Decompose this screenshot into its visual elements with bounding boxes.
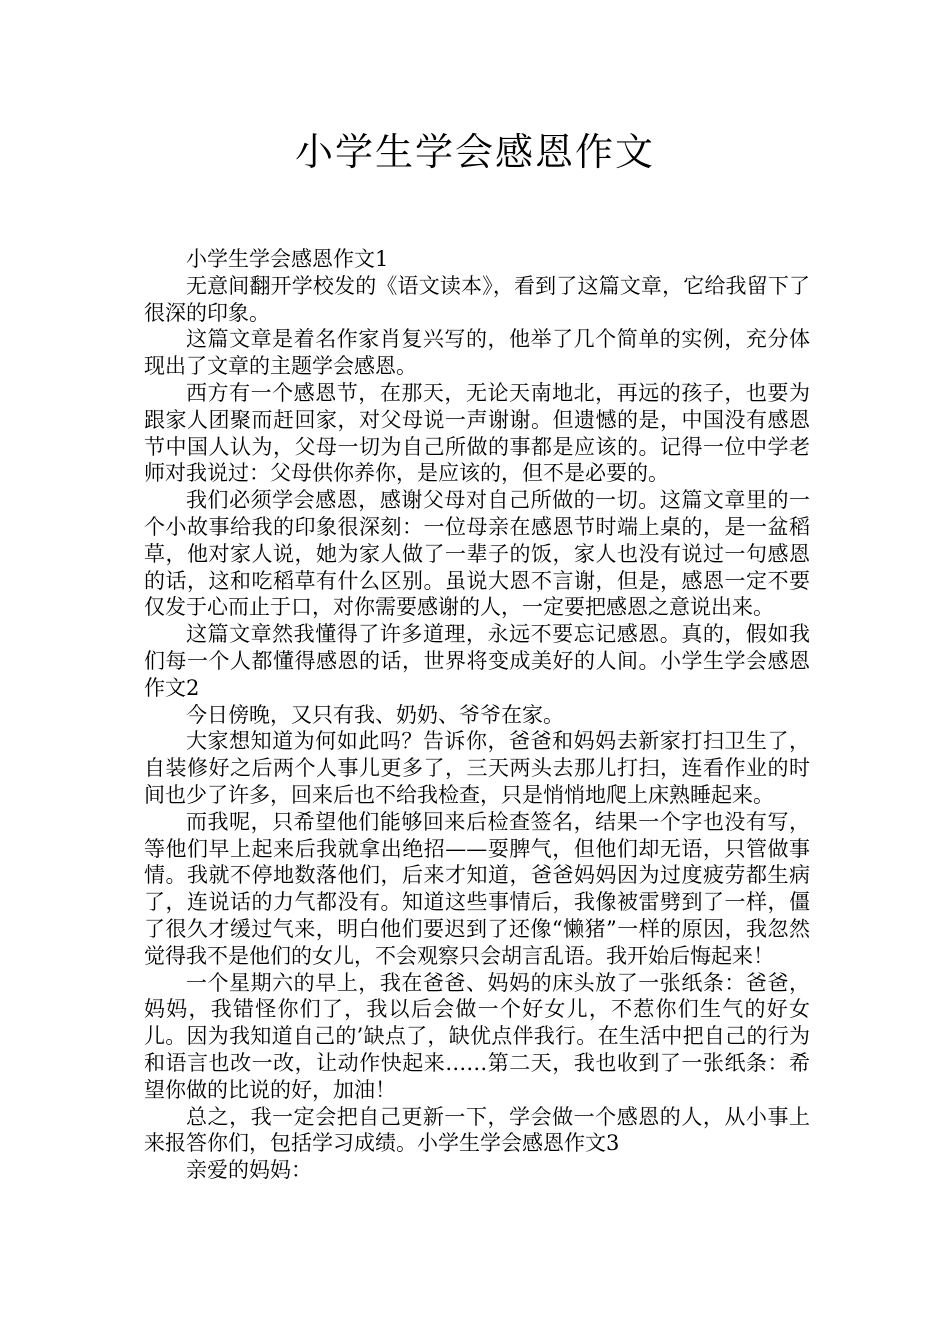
paragraph: 我们必须学会感恩，感谢父母对自己所做的一切。这篇文章里的一个小故事给我的印象很深刻：一位母亲在感恩节时端上桌的，是一盆稻草，他对家人说，她为家人做了一辈子的饭，家人也没有说过一句感恩的话，这和吃稻草有什么区别。虽说大恩不言谢，但是，感恩一定不要仅发于心而止于口，对你需要感谢的人，一定要把感恩之意说出来。 [144,488,810,620]
document-body [144,246,810,1184]
paragraph: 西方有一个感恩节，在那天，无论天南地北，再远的孩子，也要为跟家人团聚而赶回家，对父母说一声谢谢。但遗憾的是，中国没有感恩节中国人认为，父母一切为自己所做的事都是应该的。记得一位中学老师对我说过：父母供你养你，是应该的，但不是必要的。 [144,380,810,486]
paragraph: 这篇文章然我懂得了许多道理，永远不要忘记感恩。真的，假如我们每一个人都懂得感恩的话，世界将变成美好的人间。小学生学会感恩作文2 [144,622,810,700]
paragraph: 小学生学会感恩作文1 [186,247,389,271]
paragraph: 亲爱的妈妈： [186,1158,312,1183]
paragraph: 而我呢，只希望他们能够回来后检查签名，结果一个字也没有写，等他们早上起来后我就拿出绝招——耍脾气，但他们却无语，只管做事情。我就不停地数落他们，后来才知道，爸爸妈妈因为过度疲劳都生病了，连说话的力气都没有。知道这些事情后，我像被雷劈到了一样，僵了很久才缓过气来，明白他们要迟到了还像“懒猪”一样的原因，我忽然觉得我不是他们的女儿，不会观察只会胡言乱语。我开始后悔起来！ [144,809,810,968]
paragraph: 大家想知道为何如此吗？告诉你，爸爸和妈妈去新家打扫卫生了，自装修好之后两个人事儿更多了，三天两头去那儿打扫，连看作业的时间也少了许多，回来后也不给我检查，只是悄悄地爬上床熟睡起来。 [144,729,810,807]
paragraph: 今日傍晚，又只有我、奶奶、爷爷在家。 [186,702,564,727]
paragraph: 总之，我一定会把自己更新一下，学会做一个感恩的人，从小事上来报答你们，包括学习成绩。小学生学会感恩作文3 [144,1104,810,1156]
document-title: 小学生学会感恩作文 [294,130,655,174]
paragraph: 一个星期六的早上，我在爸爸、妈妈的床头放了一张纸条：爸爸，妈妈，我错怪你们了，我以后会做一个好女儿，不惹你们生气的好女儿。因为我知道自己的’缺点了，缺优点伴我行。在生活中把自己的行为和语言也改一改，让动作快起来……第二天，我也收到了一张纸条：希望你做的比说的好，加油！ [144,970,810,1102]
paragraph: 无意间翻开学校发的《语文读本》，看到了这篇文章，它给我留下了很深的印象。 [144,273,810,325]
paragraph: 这篇文章是着名作家肖复兴写的，他举了几个简单的实例，充分体现出了文章的主题学会感恩。 [144,327,810,379]
